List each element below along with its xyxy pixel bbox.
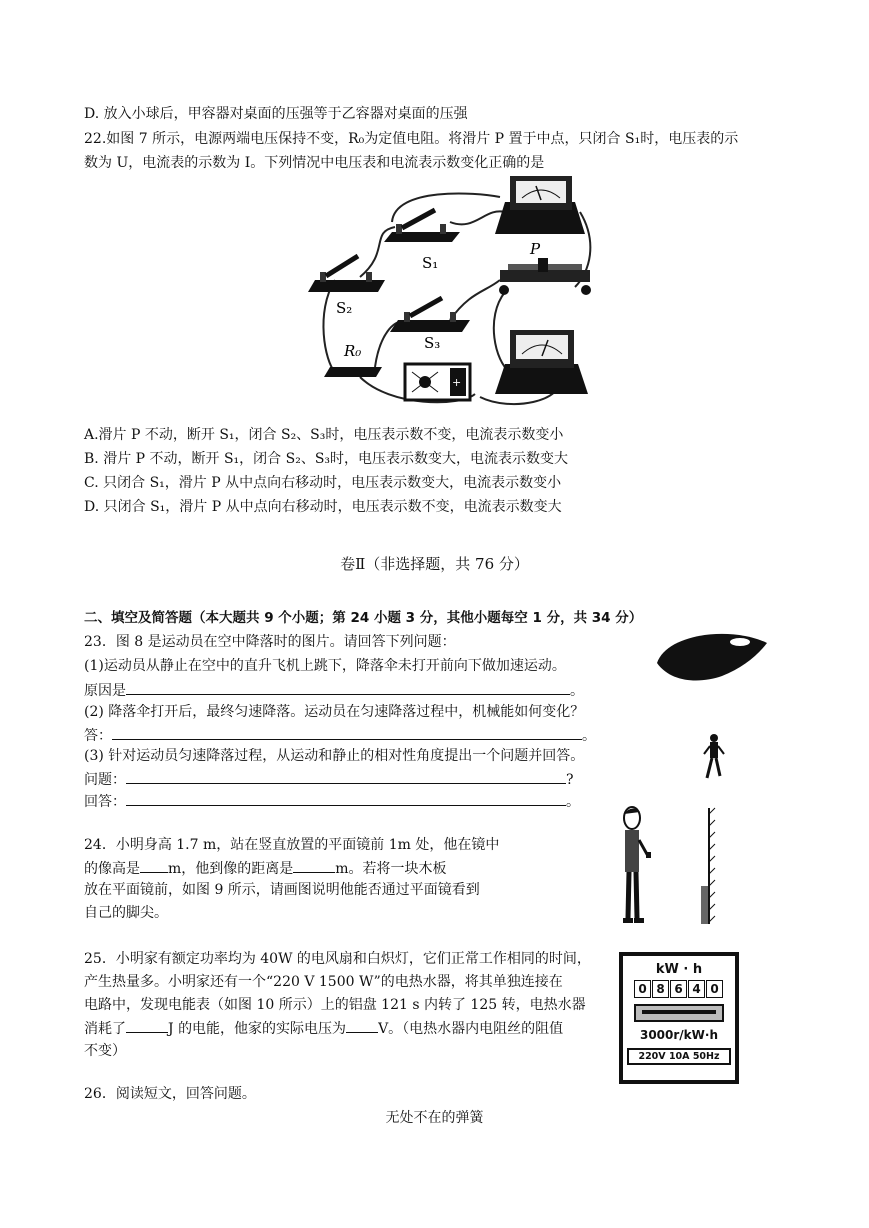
label-r0: R₀	[344, 342, 362, 360]
label-s1: S₁	[422, 254, 439, 272]
q23-part3: (3) 针对运动员匀速降落过程，从运动和静止的相对性角度提出一个问题并回答。	[84, 748, 585, 764]
q25-line5: 不变）	[84, 1043, 126, 1059]
meter-disc-window	[634, 1004, 724, 1022]
meter-spec: 220V 10A 50Hz	[627, 1048, 731, 1065]
answer-blank[interactable]	[112, 725, 582, 740]
meter-digit: 8	[652, 980, 669, 998]
q23-part2: (2) 降落伞打开后，最终匀速降落。运动员在匀速降落过程中，机械能如何变化？	[84, 704, 585, 720]
q22-stem-line2: 数为 U，电流表的示数为 I。下列情况中电压表和电流表示数变化正确的是	[84, 155, 545, 171]
mirror-figure-9	[612, 800, 727, 930]
answer-blank[interactable]	[293, 858, 335, 873]
q25-line3: 电路中，发现电能表（如图 10 所示）上的铝盘 121 s 内转了 125 转，电热水器	[84, 997, 586, 1013]
resistor-r0	[324, 367, 382, 377]
q25-line2: 产生热量多。小明家还有一个“220 V 1500 W”的电热水器，将其单独连接在	[84, 974, 563, 990]
q24-line1: 24．小明身高 1.7 m，站在竖直放置的平面镜前 1m 处，他在镜中	[84, 837, 500, 853]
q23-part1: (1)运动员从静止在空中的直升飞机上跳下，降落伞未打开前向下做加速运动。	[84, 658, 566, 674]
q24-line2: 的像高是 m，他到像的距离是 m。若将一块木板	[84, 858, 447, 879]
label-p: P	[530, 240, 541, 258]
q23-answer-line: 回答： 。	[84, 791, 580, 812]
q26-passage-title: 无处不在的弹簧	[385, 1110, 484, 1126]
q23-question-line: 问题： ?	[84, 769, 574, 790]
q23-stem: 23．图 8 是运动员在空中降落时的图片。请回答下列问题：	[84, 634, 456, 650]
meter-digit: 6	[670, 980, 687, 998]
q26-stem: 26．阅读短文，回答问题。	[84, 1086, 256, 1102]
part2-title: 卷Ⅱ（非选择题，共 76 分）	[340, 555, 529, 573]
q22-option-b: B. 滑片 P 不动，断开 S₁，闭合 S₂、S₃时，电压表示数变大，电流表示数变大	[84, 451, 569, 467]
meter-digit: 4	[688, 980, 705, 998]
circuit-figure-7	[300, 172, 600, 422]
wood-board	[701, 886, 708, 924]
meter-digits	[623, 980, 735, 998]
q23-part2-answer: 答： 。	[84, 725, 596, 746]
answer-blank[interactable]	[126, 680, 570, 695]
q23-part1-answer: 原因是 。	[84, 680, 584, 701]
answer-blank[interactable]	[126, 1018, 168, 1033]
q24-line3: 放在平面镜前，如图 9 所示，请画图说明他能否通过平面镜看到	[84, 882, 480, 898]
meter-digit: 0	[706, 980, 723, 998]
energy-meter-figure-10	[619, 952, 739, 1084]
q21-option-d: D. 放入小球后，甲容器对桌面的压强等于乙容器对桌面的压强	[84, 106, 468, 122]
meter-rate: 3000r/kW·h	[639, 1028, 719, 1042]
q22-option-c: C. 只闭合 S₁，滑片 P 从中点向右移动时，电压表示数变大，电流表示数变小	[84, 475, 562, 491]
answer-blank[interactable]	[126, 791, 566, 806]
boy-icon	[623, 807, 651, 923]
q25-line4: 消耗了 J 的电能，他家的实际电压为 V。（电热水器内电阻丝的阻值	[84, 1018, 563, 1039]
section2-heading: 二、填空及简答题（本大题共 9 个小题；第 24 小题 3 分，其他小题每空 1 分，共 34 分）	[84, 610, 643, 626]
meter-digit: 0	[634, 980, 651, 998]
answer-blank[interactable]	[346, 1018, 378, 1033]
label-s2: S₂	[336, 299, 353, 317]
answer-blank[interactable]	[126, 769, 566, 784]
label-s3: S₃	[424, 334, 441, 352]
q22-option-d: D. 只闭合 S₁，滑片 P 从中点向右移动时，电压表示数不变，电流表示数变大	[84, 499, 562, 515]
q22-stem-line1: 22.如图 7 所示，电源两端电压保持不变，R₀为定值电阻。将滑片 P 置于中点，只闭合 S₁时，电压表的示	[84, 131, 739, 147]
q25-line1: 25．小明家有额定功率均为 40W 的电风扇和白炽灯，它们正常工作相同的时间，	[84, 951, 591, 967]
meter-unit: kW · h	[655, 962, 703, 977]
svg-text:+: +	[452, 376, 462, 389]
parachute-figure-8	[652, 628, 772, 798]
power-supply	[405, 364, 470, 400]
q22-option-a: A.滑片 P 不动，断开 S₁，闭合 S₂、S₃时，电压表示数不变，电流表示数变小	[84, 427, 564, 443]
parachutist-icon	[704, 734, 724, 778]
q24-line4: 自己的脚尖。	[84, 905, 168, 921]
answer-blank[interactable]	[140, 858, 168, 873]
mirror-icon	[709, 808, 715, 924]
